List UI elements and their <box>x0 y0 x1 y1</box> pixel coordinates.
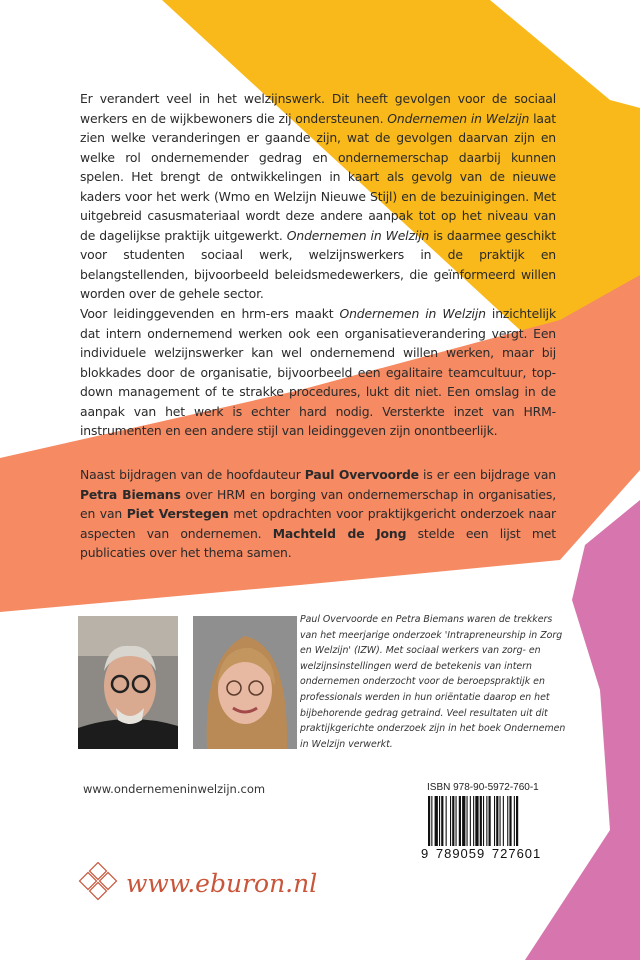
barcode-bar <box>431 796 432 850</box>
barcode-bar <box>483 796 484 850</box>
barcode-bar <box>446 796 447 850</box>
barcode-bar <box>459 796 461 850</box>
text: laat zien welke veranderingen er gaande zijn, wat de gevolgen daarvan zijn en welke rol ondernemender gedrag en ondernemerschap daarbij kunnen spelen. Het brengt de ontwikkelingen in kaart als gevolg van de nieuwe kaders voor het werk (Wmo en Welzijn Nieuwe Stijl) en de bezuinigingen. Met uitgebreid casusmateriaal wordt deze andere aanpak tot op het niveau van de dagelijkse praktijk uitgewerkt. <box>80 110 557 243</box>
barcode-bar <box>509 796 511 850</box>
barcode-bar <box>480 796 482 850</box>
managers-paragraph <box>80 304 556 441</box>
text: Er verandert veel in het welzijnswerk. Dit heeft gevolgen voor de sociaal werkers en de wijkbewoners die zij ondersteunen. <box>80 91 556 126</box>
book-title: Ondernemen in Welzijn <box>286 227 430 243</box>
barcode-bar <box>514 796 515 850</box>
barcode <box>424 796 569 850</box>
author-name: Machteld de Jong <box>272 525 407 541</box>
barcode-bar <box>486 796 487 850</box>
barcode-bar <box>462 796 465 850</box>
author-name: Paul Overvoorde <box>304 467 419 482</box>
text: Voor leidinggevenden en hrm-ers maakt <box>80 306 340 321</box>
text: is er een bijdrage van <box>418 467 557 482</box>
text: inzichtelijk dat intern ondernemend werken ook een organisatieverandering vergt. Een individuele welzijnswerker kan wel ondernemend willen werken, maar bij blokkades door de organisatie, bijvoorbeeld een egalitaire teamcultuur, top-down management of te strakke procedures, lukt dit niet. Een omslag in de aanpak van het werk is echter hard nodig. Versterkte inzet van HRM-instrumenten en een andere stijl van leidinggeven zijn onontbeerlijk. <box>80 306 556 438</box>
barcode-bar <box>450 796 451 850</box>
barcode-bar <box>494 796 495 850</box>
intro-paragraph <box>80 89 556 304</box>
barcode-bar <box>507 796 508 850</box>
barcode-bar <box>467 796 468 850</box>
contributors-paragraph <box>80 465 556 563</box>
barcode-bar <box>470 796 471 850</box>
barcode-digits-right: 727601 <box>491 846 542 861</box>
book-title: Ondernemen in Welzijn <box>387 110 530 126</box>
barcode-bar <box>441 796 443 850</box>
diamond-logo-icon <box>78 862 122 904</box>
book-title: Ondernemen in Welzijn <box>339 306 486 321</box>
barcode-bar <box>496 796 498 850</box>
barcode-bar <box>475 796 478 850</box>
text: is daarmee geschikt voor studenten sociaal werk, welzijnswerkers in de praktijk en belangstellenden, bijvoorbeeld beleidsmedewerkers, die geïnformeerd willen worden over de gehele sector. <box>80 227 557 301</box>
barcode-bar <box>439 796 440 850</box>
barcode-bar <box>489 796 491 850</box>
barcode-bar <box>435 796 438 850</box>
publisher-url: www.eburon.nl <box>126 868 318 898</box>
barcode-digits-left: 789059 <box>435 846 486 861</box>
barcode-digits <box>420 846 542 861</box>
barcode-bar <box>456 796 457 850</box>
author-name: Piet Verstegen <box>126 506 229 521</box>
barcode-bar <box>500 796 501 850</box>
website-link[interactable]: www.ondernemeninwelzijn.com <box>83 782 266 796</box>
barcode-bar <box>428 796 430 850</box>
text: Naast bijdragen van de hoofdauteur <box>80 467 305 482</box>
publisher-logo[interactable] <box>78 862 317 904</box>
barcode-bar <box>516 796 518 850</box>
author-photo-paul <box>78 616 178 749</box>
isbn: ISBN 978-90-5972-760-1 <box>427 782 539 793</box>
text: stelde een lijst met publicaties over het thema samen. <box>80 525 556 560</box>
text: over HRM en borging van ondernemerschap in organisaties, en van <box>80 486 556 521</box>
barcode-bar <box>503 796 504 850</box>
authors-caption: Paul Overvoorde en Petra Biemans waren de trekkers van het meerjarige onderzoek 'Intrapreneurship in Zorg en Welzijn' (IZW). Met sociaal werkers van zorg- en welzijnsinstellingen werd de betekenis van intern ondernemen onderzocht voor de beroepspraktijk en professionals werden in hun oriëntatie daarop en het bijbehorende gedrag getraind. Veel resultaten uit dit praktijkgerichte onderzoek zijn in het boek Ondernemen in Welzijn verwerkt. <box>300 614 566 750</box>
author-name: Petra Biemans <box>80 486 181 502</box>
barcode-bar <box>473 796 474 850</box>
author-photo-petra <box>193 616 297 749</box>
barcode-bar <box>452 796 454 850</box>
text: met opdrachten voor praktijkgericht onderzoek naar aspecten van ondernemen. <box>80 506 556 541</box>
barcode-digit-first: 9 <box>421 846 430 861</box>
